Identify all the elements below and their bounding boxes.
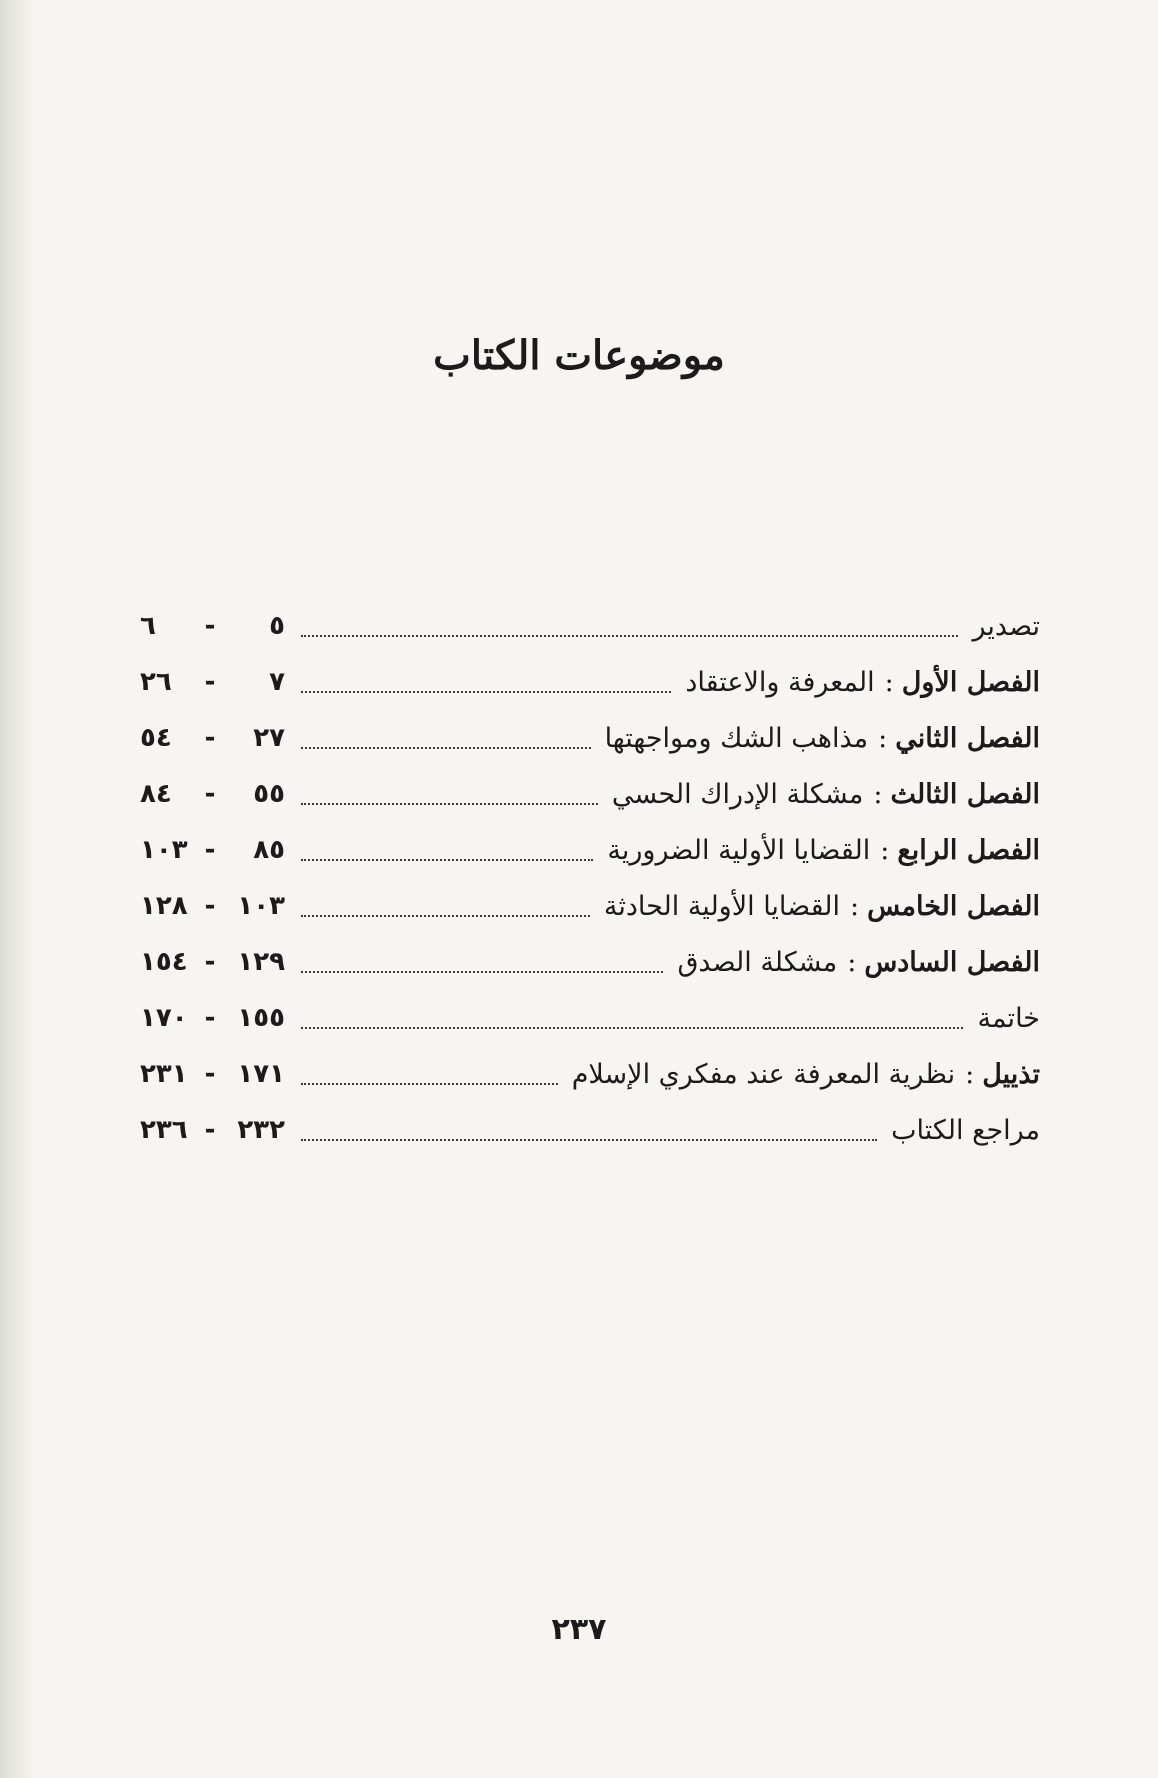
toc-row bbox=[140, 710, 1040, 766]
chapter-topic: المعرفة والاعتقاد bbox=[685, 666, 875, 698]
toc-entry bbox=[677, 947, 1040, 978]
toc-entry bbox=[605, 723, 1040, 754]
dot-leader bbox=[301, 747, 591, 749]
dot-leader bbox=[301, 691, 671, 693]
page-range bbox=[140, 835, 285, 865]
colon-separator: : bbox=[884, 666, 894, 698]
toc-row bbox=[140, 934, 1040, 990]
page-start: ٥ bbox=[269, 611, 285, 641]
toc-entry bbox=[612, 779, 1040, 810]
dot-leader bbox=[301, 1027, 963, 1029]
page-title: موضوعات الكتاب bbox=[433, 332, 725, 379]
page-start: ٥٥ bbox=[253, 779, 285, 809]
colon-separator: : bbox=[873, 778, 883, 810]
page-dash: - bbox=[204, 835, 216, 865]
toc-entry bbox=[685, 667, 1040, 698]
toc-entry bbox=[607, 835, 1040, 866]
dot-leader bbox=[301, 635, 958, 637]
page-dash: - bbox=[204, 779, 216, 809]
page-range bbox=[140, 1115, 285, 1145]
dot-leader bbox=[301, 971, 663, 973]
toc-entry bbox=[572, 1059, 1040, 1090]
page-end: ٢٣١ bbox=[140, 1059, 188, 1089]
page-start: ٨٥ bbox=[253, 835, 285, 865]
page-dash: - bbox=[204, 947, 216, 977]
page-range bbox=[140, 947, 285, 977]
colon-separator: : bbox=[847, 946, 857, 978]
page-start: ٧ bbox=[269, 667, 285, 697]
chapter-label: الفصل الرابع bbox=[897, 834, 1040, 866]
toc-row bbox=[140, 654, 1040, 710]
page-dash: - bbox=[204, 891, 216, 921]
dot-leader bbox=[301, 1083, 558, 1085]
page-dash: - bbox=[204, 1115, 216, 1145]
toc-row bbox=[140, 878, 1040, 934]
chapter-label: تذييل bbox=[982, 1058, 1040, 1090]
page-dash: - bbox=[204, 667, 216, 697]
chapter-label: الفصل الخامس bbox=[867, 890, 1040, 922]
dot-leader bbox=[301, 915, 590, 917]
page-range bbox=[140, 891, 285, 921]
page-dash: - bbox=[204, 723, 216, 753]
toc-row bbox=[140, 822, 1040, 878]
page-range bbox=[140, 723, 285, 753]
page-end: ١٠٣ bbox=[140, 835, 188, 865]
page-end: ٨٤ bbox=[140, 779, 172, 809]
chapter-topic: القضايا الأولية الضرورية bbox=[607, 834, 871, 866]
toc-plain-label: تصدير bbox=[972, 610, 1040, 642]
toc-row bbox=[140, 990, 1040, 1046]
page-range bbox=[140, 779, 285, 809]
chapter-topic: مشكلة الإدراك الحسي bbox=[611, 778, 864, 810]
toc-plain-label: مراجع الكتاب bbox=[891, 1114, 1040, 1146]
colon-separator: : bbox=[965, 1058, 975, 1090]
toc-row bbox=[140, 598, 1040, 654]
page-start: ١٧١ bbox=[237, 1059, 285, 1089]
dot-leader bbox=[301, 1139, 877, 1141]
chapter-topic: مذاهب الشك ومواجهتها bbox=[604, 722, 869, 754]
page-start: ٢٣٢ bbox=[237, 1115, 285, 1145]
page-end: ٦ bbox=[140, 611, 156, 641]
colon-separator: : bbox=[880, 834, 890, 866]
chapter-label: الفصل الأول bbox=[901, 666, 1040, 698]
page-start: ١٥٥ bbox=[237, 1003, 285, 1033]
page-dash: - bbox=[204, 611, 216, 641]
toc-row bbox=[140, 1102, 1040, 1158]
colon-separator: : bbox=[849, 890, 860, 922]
page-start: ٢٧ bbox=[253, 723, 285, 753]
page-number: ٢٣٧ bbox=[551, 1612, 607, 1647]
page-end: ٥٤ bbox=[140, 723, 172, 753]
page-range bbox=[140, 1003, 285, 1033]
page-end: ١٥٤ bbox=[140, 947, 188, 977]
toc-entry bbox=[891, 1115, 1040, 1146]
colon-separator: : bbox=[878, 722, 888, 754]
chapter-topic: القضايا الأولية الحادثة bbox=[603, 890, 840, 922]
chapter-label: الفصل الثالث bbox=[890, 778, 1040, 810]
dot-leader bbox=[301, 859, 593, 861]
page-dash: - bbox=[204, 1059, 216, 1089]
page-start: ١٠٣ bbox=[237, 891, 285, 921]
toc-entry bbox=[972, 611, 1040, 642]
toc-entry bbox=[977, 1003, 1040, 1034]
chapter-topic: مشكلة الصدق bbox=[677, 946, 838, 978]
toc-row bbox=[140, 766, 1040, 822]
toc-entry bbox=[604, 891, 1040, 922]
page-start: ١٢٩ bbox=[237, 947, 285, 977]
toc-plain-label: خاتمة bbox=[977, 1002, 1040, 1034]
page-range bbox=[140, 1059, 285, 1089]
dot-leader bbox=[301, 803, 598, 805]
page-end: ١٧٠ bbox=[140, 1003, 188, 1033]
page-dash: - bbox=[204, 1003, 216, 1033]
page-end: ٢٦ bbox=[140, 667, 172, 697]
toc-row bbox=[140, 1046, 1040, 1102]
chapter-label: الفصل الثاني bbox=[895, 722, 1040, 754]
chapter-label: الفصل السادس bbox=[864, 946, 1040, 978]
chapter-topic: نظرية المعرفة عند مفكري الإسلام bbox=[571, 1058, 956, 1090]
page-range bbox=[140, 611, 285, 641]
page-end: ١٢٨ bbox=[140, 891, 188, 921]
table-of-contents bbox=[140, 598, 1040, 1158]
page-edge-shadow bbox=[0, 0, 34, 1778]
page-end: ٢٣٦ bbox=[140, 1115, 188, 1145]
page-range bbox=[140, 667, 285, 697]
